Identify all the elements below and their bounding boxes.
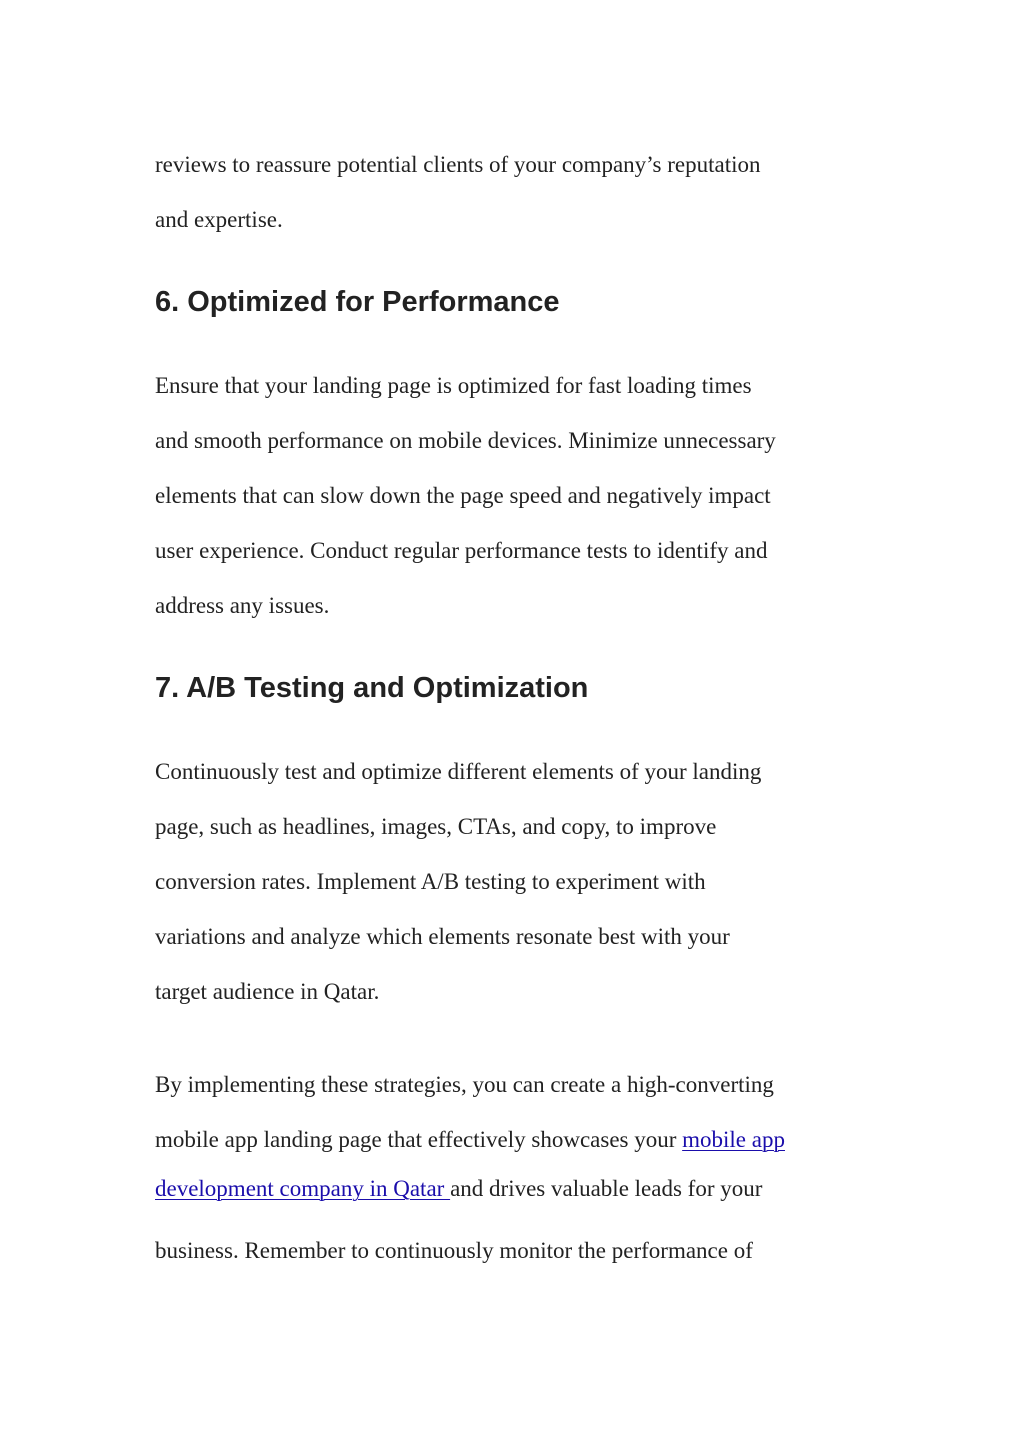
conclusion-line-4: business. Remember to continuously monitor the performance of: [155, 1238, 753, 1263]
conclusion-line-3: [155, 1174, 762, 1204]
intro-line-2: and expertise.: [155, 207, 283, 232]
section-7-heading: 7. A/B Testing and Optimization: [155, 672, 589, 704]
section-6-line-1: Ensure that your landing page is optimized for fast loading times: [155, 373, 752, 398]
conclusion-line-2-text: mobile app landing page that effectively showcases your: [155, 1127, 683, 1152]
section-6-line-5: address any issues.: [155, 593, 330, 618]
section-7-line-3: conversion rates. Implement A/B testing to experiment with: [155, 869, 706, 894]
section-6-heading: 6. Optimized for Performance: [155, 286, 560, 318]
section-7-line-5: target audience in Qatar.: [155, 979, 380, 1004]
conclusion-line-3-text: and drives valuable leads for your: [450, 1176, 763, 1201]
section-6-line-3: elements that can slow down the page speed and negatively impact: [155, 483, 771, 508]
mobile-app-development-link-part-2[interactable]: development company in Qatar: [155, 1176, 451, 1201]
mobile-app-development-link-part-1[interactable]: mobile app: [682, 1127, 785, 1152]
intro-line-1: reviews to reassure potential clients of your company’s reputation: [155, 152, 761, 177]
conclusion-line-2: [155, 1125, 785, 1155]
section-6-line-4: user experience. Conduct regular performance tests to identify and: [155, 538, 768, 563]
section-6-line-2: and smooth performance on mobile devices. Minimize unnecessary: [155, 428, 776, 453]
section-7-line-4: variations and analyze which elements resonate best with your: [155, 924, 730, 949]
conclusion-line-1: By implementing these strategies, you can create a high-converting: [155, 1072, 774, 1097]
section-7-line-2: page, such as headlines, images, CTAs, and copy, to improve: [155, 814, 717, 839]
section-7-line-1: Continuously test and optimize different elements of your landing: [155, 759, 762, 784]
